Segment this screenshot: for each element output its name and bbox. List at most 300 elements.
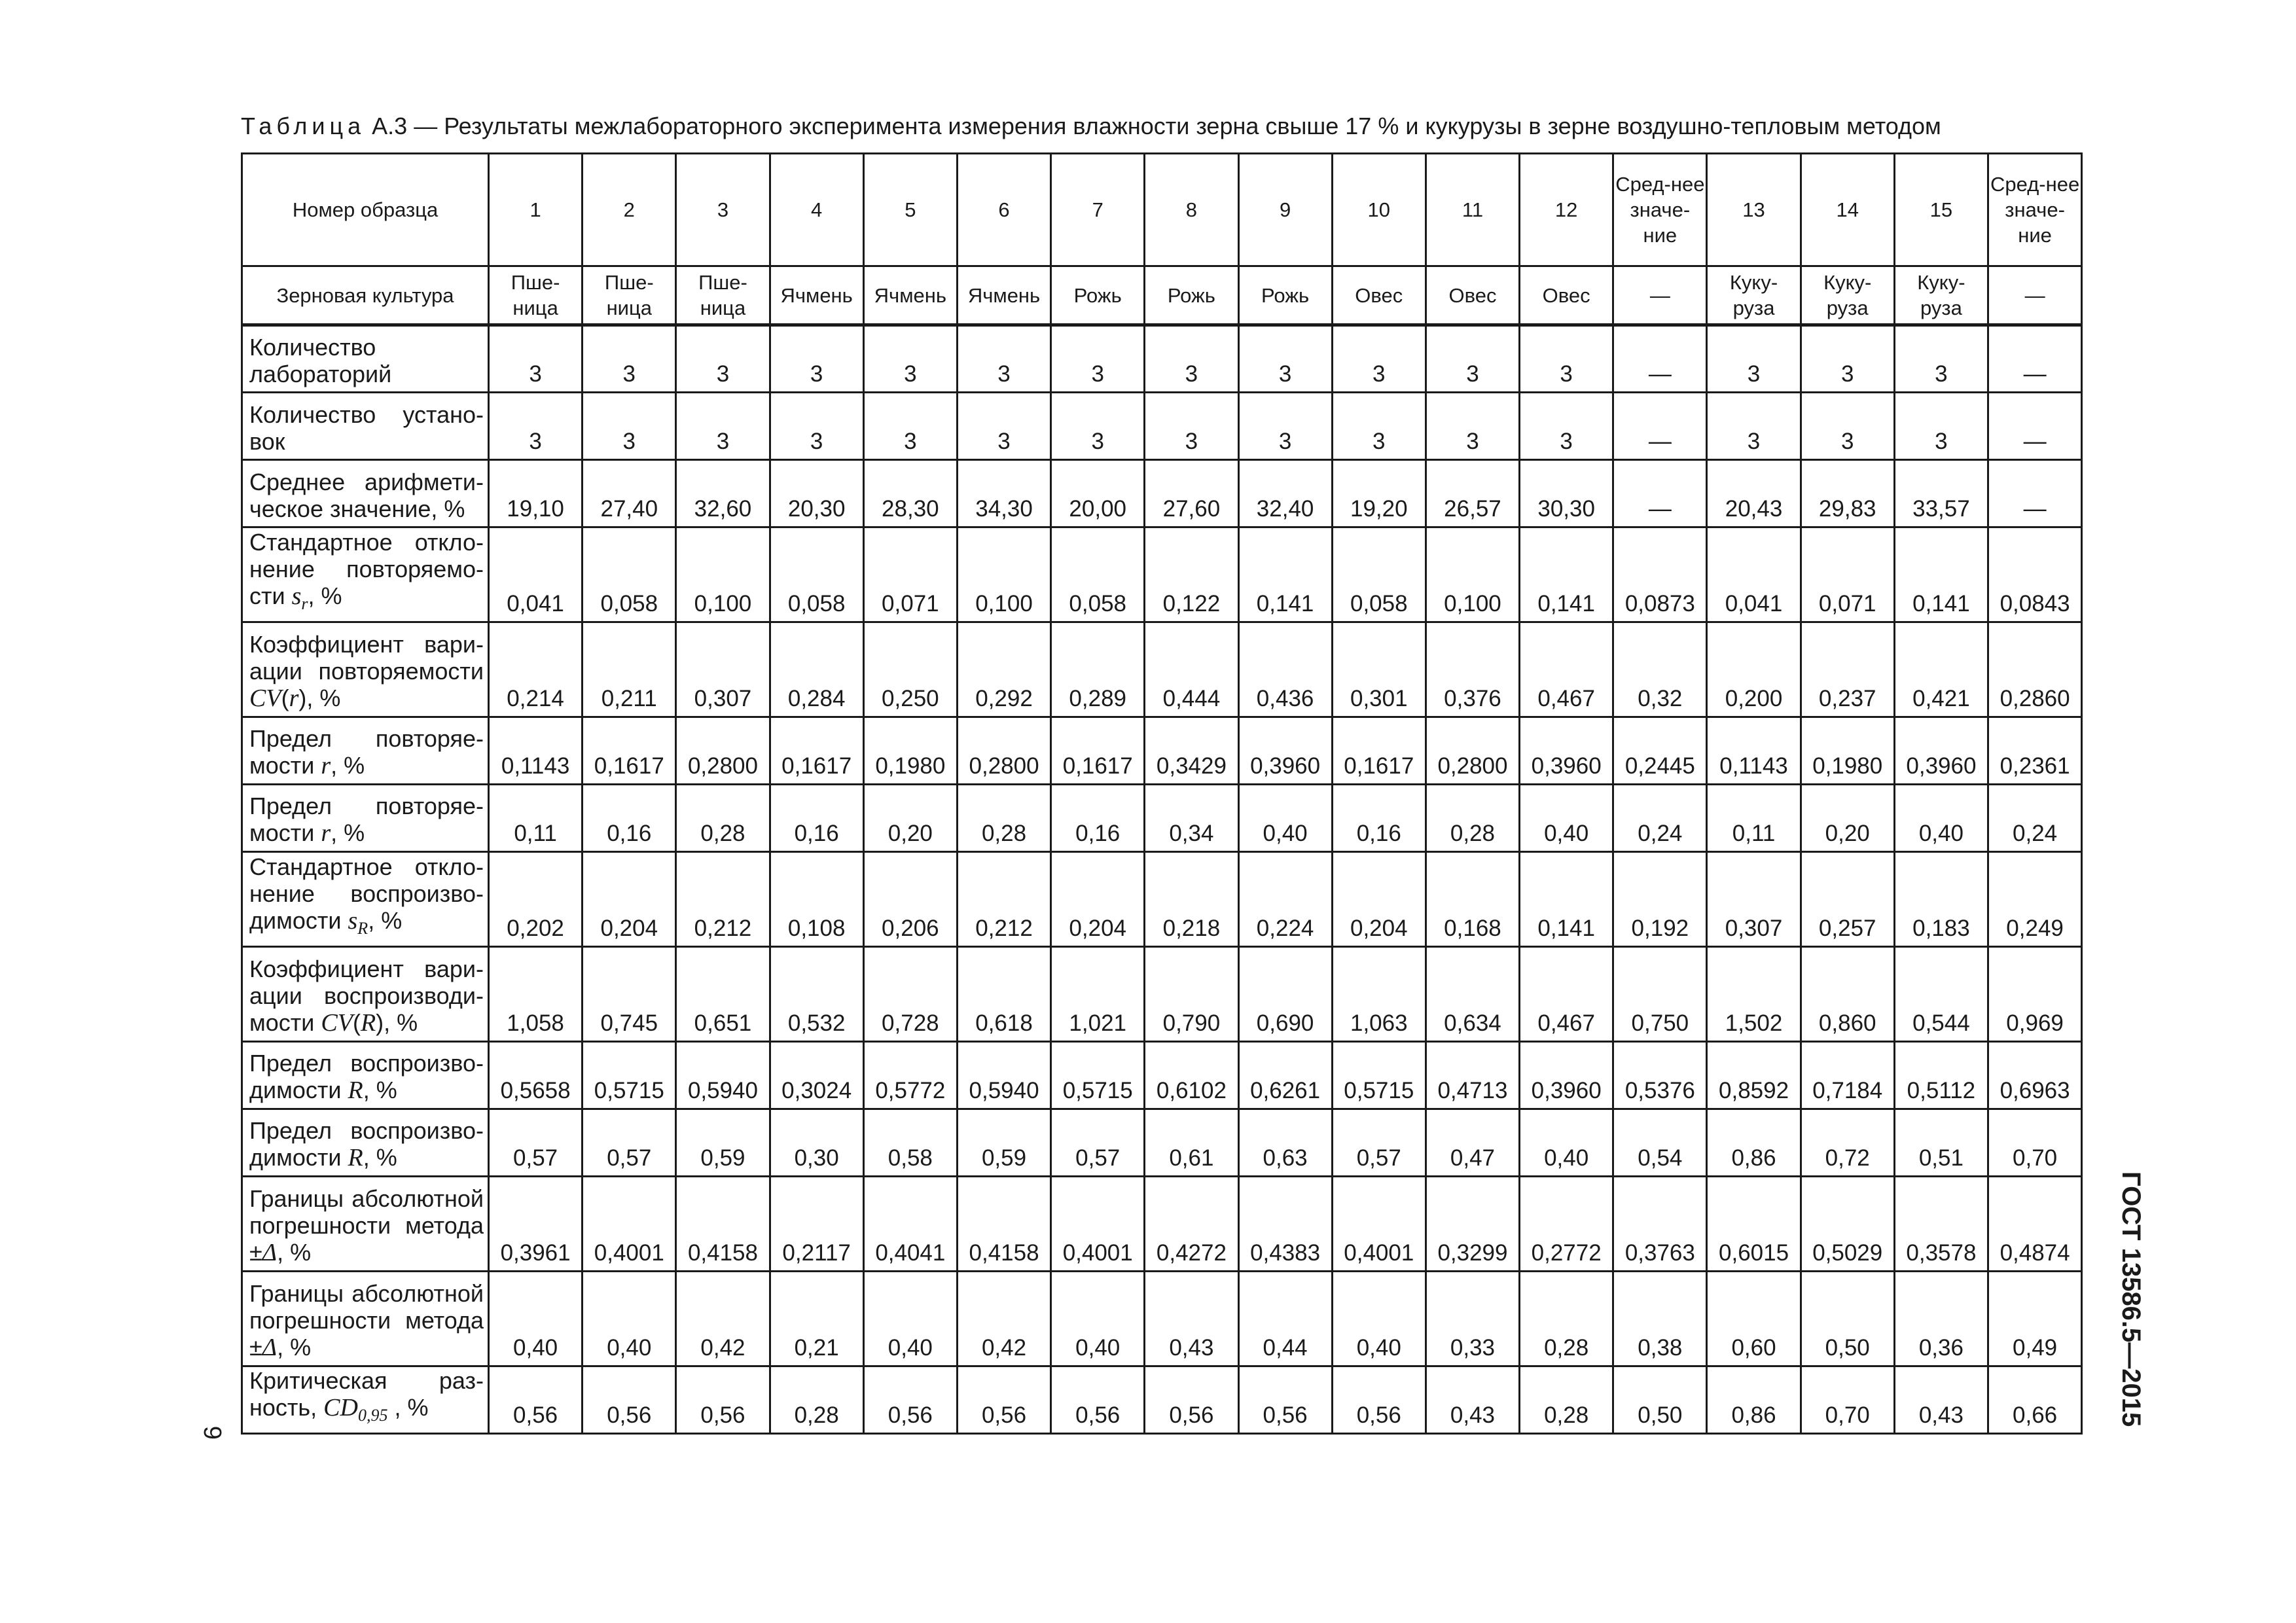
value-cell: 0,218 [1145, 852, 1238, 947]
value-cell: 0,20 [1801, 785, 1894, 852]
value-cell: 0,3429 [1145, 717, 1238, 785]
value-cell: 0,70 [1988, 1109, 2082, 1177]
value-cell: 0,108 [770, 852, 863, 947]
value-cell: 0,204 [583, 852, 676, 947]
value-cell: 0,301 [1332, 622, 1426, 717]
value-cell: 0,4041 [863, 1177, 957, 1272]
row-label-subscript: r [301, 594, 308, 613]
value-cell: 0,3299 [1426, 1177, 1519, 1272]
row-label-symbol: R [348, 1144, 363, 1171]
table-row [242, 325, 2082, 393]
value-cell: 0,56 [1332, 1366, 1426, 1434]
value-cell: 1,021 [1051, 947, 1145, 1042]
value-cell: 0,4001 [1051, 1177, 1145, 1272]
value-cell: 0,750 [1613, 947, 1707, 1042]
value-cell: 0,42 [957, 1272, 1050, 1366]
row-label [242, 717, 489, 785]
value-cell: 0,3961 [489, 1177, 583, 1272]
value-cell: 0,041 [1707, 527, 1801, 622]
value-cell: 0,56 [1238, 1366, 1332, 1434]
sample-number-cell: 5 [863, 154, 957, 266]
value-cell: 3 [1145, 393, 1238, 460]
value-cell: 0,16 [770, 785, 863, 852]
row-label-text: Количество установок [249, 401, 484, 455]
value-cell: 0,141 [1520, 527, 1613, 622]
value-cell: 0,24 [1613, 785, 1707, 852]
row-label-symbol: r [321, 752, 331, 779]
row-label-text: Коэффициент вариации повторяемости [249, 631, 484, 685]
value-cell: 0,071 [1801, 527, 1894, 622]
value-cell: 27,60 [1145, 460, 1238, 527]
value-cell: 0,2361 [1988, 717, 2082, 785]
value-cell: 0,56 [489, 1366, 583, 1434]
table-row [242, 460, 2082, 527]
row-label-unit: , % [277, 1334, 312, 1361]
value-cell: — [1613, 393, 1707, 460]
value-cell: 0,292 [957, 622, 1050, 717]
value-cell: 0,467 [1520, 622, 1613, 717]
caption-text: А.3 — Результаты межлабораторного эксперимента измерения влажности зерна свыше 17 % и кукурузы в зерне воздушно-тепловым методом [372, 113, 1941, 139]
value-cell: 0,214 [489, 622, 583, 717]
value-cell: 3 [957, 393, 1050, 460]
value-cell: 20,00 [1051, 460, 1145, 527]
row-label-text: Предел воспроизводимости [249, 1117, 484, 1171]
value-cell: 0,2860 [1988, 622, 2082, 717]
value-cell: 3 [1332, 393, 1426, 460]
value-cell: 0,2445 [1613, 717, 1707, 785]
row-label-unit: , % [306, 685, 341, 711]
value-cell: 0,70 [1801, 1366, 1894, 1434]
value-cell: 0,307 [676, 622, 770, 717]
sample-number-cell: 4 [770, 154, 863, 266]
value-cell: 0,0843 [1988, 527, 2082, 622]
value-cell: 0,2117 [770, 1177, 863, 1272]
value-cell: 0,40 [863, 1272, 957, 1366]
value-cell: 0,307 [1707, 852, 1801, 947]
value-cell: 0,058 [1051, 527, 1145, 622]
row-label [242, 325, 489, 393]
row-label [242, 785, 489, 852]
value-cell: 0,61 [1145, 1109, 1238, 1177]
crop-cell: Рожь [1051, 266, 1145, 325]
value-cell: 0,4158 [957, 1177, 1050, 1272]
crop-cell: Ячмень [863, 266, 957, 325]
value-cell: 0,202 [489, 852, 583, 947]
value-cell: 29,83 [1801, 460, 1894, 527]
value-cell: 3 [1894, 393, 1988, 460]
value-cell: 0,28 [1520, 1272, 1613, 1366]
crop-cell: Овес [1332, 266, 1426, 325]
value-cell: 0,058 [583, 527, 676, 622]
crop-cell: Куку-руза [1894, 266, 1988, 325]
value-cell: 0,4713 [1426, 1042, 1519, 1109]
value-cell: 0,058 [770, 527, 863, 622]
value-cell: 0,30 [770, 1109, 863, 1177]
sample-number-cell: 13 [1707, 154, 1801, 266]
value-cell: 0,40 [1894, 785, 1988, 852]
value-cell: 0,11 [1707, 785, 1801, 852]
row-label [242, 1272, 489, 1366]
value-cell: 1,058 [489, 947, 583, 1042]
value-cell: 0,6015 [1707, 1177, 1801, 1272]
value-cell: 3 [770, 393, 863, 460]
value-cell: 0,206 [863, 852, 957, 947]
value-cell: 0,2800 [1426, 717, 1519, 785]
value-cell: 0,43 [1894, 1366, 1988, 1434]
row-label-symbol: s [348, 907, 358, 935]
value-cell: 0,2800 [676, 717, 770, 785]
table-row [242, 947, 2082, 1042]
value-cell: 27,40 [583, 460, 676, 527]
table-row [242, 717, 2082, 785]
row-label-unit: , % [277, 1239, 312, 1266]
value-cell: 0,4874 [1988, 1177, 2082, 1272]
value-cell: 0,43 [1145, 1272, 1238, 1366]
value-cell: 0,122 [1145, 527, 1238, 622]
value-cell: 0,51 [1894, 1109, 1988, 1177]
value-cell: 0,860 [1801, 947, 1894, 1042]
value-cell: 0,40 [1238, 785, 1332, 852]
value-cell: 0,2800 [957, 717, 1050, 785]
value-cell: 0,100 [1426, 527, 1519, 622]
value-cell: 3 [1520, 325, 1613, 393]
value-cell: 0,250 [863, 622, 957, 717]
value-cell: 0,40 [1520, 785, 1613, 852]
table-body [242, 154, 2082, 1434]
value-cell: 0,1617 [770, 717, 863, 785]
row-label-subscript: R [357, 919, 368, 938]
value-cell: 3 [863, 325, 957, 393]
value-cell: 3 [676, 325, 770, 393]
value-cell: 0,5112 [1894, 1042, 1988, 1109]
value-cell: 0,168 [1426, 852, 1519, 947]
row-label [242, 527, 489, 622]
sample-number-cell: 14 [1801, 154, 1894, 266]
value-cell: 0,11 [489, 785, 583, 852]
row-label-symbol: CD [323, 1394, 358, 1421]
row-label-text: Стандартное отклонение повторяемости [249, 529, 484, 609]
row-label-symbol: CV [249, 685, 281, 712]
value-cell: 3 [1520, 393, 1613, 460]
row-label-text: Количество лабораторий [249, 334, 392, 387]
value-cell: — [1988, 460, 2082, 527]
value-cell: — [1613, 325, 1707, 393]
table-row [242, 393, 2082, 460]
row-label-unit: , % [308, 582, 342, 609]
crop-cell: Овес [1426, 266, 1519, 325]
row-label-text: Стандартное отклонение воспроизводимости [249, 853, 484, 934]
value-cell: 0,224 [1238, 852, 1332, 947]
value-cell: 0,6261 [1238, 1042, 1332, 1109]
crop-cell: Куку-руза [1707, 266, 1801, 325]
header-row-crop [242, 266, 2082, 325]
value-cell: 0,4001 [583, 1177, 676, 1272]
row-label-symbol: Δ [262, 1239, 278, 1266]
value-cell: 0,56 [676, 1366, 770, 1434]
value-cell: 0,3960 [1520, 717, 1613, 785]
value-cell: 0,436 [1238, 622, 1332, 717]
value-cell: 0,7184 [1801, 1042, 1894, 1109]
value-cell: 0,59 [676, 1109, 770, 1177]
value-cell: 19,10 [489, 460, 583, 527]
value-cell: 0,42 [676, 1272, 770, 1366]
caption-label: Таблица [241, 113, 366, 139]
value-cell: 3 [489, 393, 583, 460]
row-label-text: Предел воспроизводимости [249, 1050, 484, 1103]
value-cell: 0,5715 [583, 1042, 676, 1109]
value-cell: 3 [770, 325, 863, 393]
value-cell: 0,47 [1426, 1109, 1519, 1177]
value-cell: 0,43 [1426, 1366, 1519, 1434]
row-label-text: Границы абсолютной погрешности метода ± [249, 1185, 484, 1266]
row-label-symbol: R [348, 1077, 363, 1104]
value-cell: 0,54 [1613, 1109, 1707, 1177]
row-label-symbol: s [291, 582, 302, 610]
sample-number-cell: Сред-нее значе-ние [1988, 154, 2082, 266]
row-label-text: Границы абсолютной погрешности метода ± [249, 1280, 484, 1361]
value-cell: 0,200 [1707, 622, 1801, 717]
value-cell: 0,4383 [1238, 1177, 1332, 1272]
value-cell: 1,063 [1332, 947, 1426, 1042]
value-cell: 0,56 [1051, 1366, 1145, 1434]
sample-number-cell: 2 [583, 154, 676, 266]
row-label [242, 1177, 489, 1272]
value-cell: 3 [1801, 325, 1894, 393]
value-cell: 0,28 [1426, 785, 1519, 852]
value-cell: 0,141 [1238, 527, 1332, 622]
value-cell: 30,30 [1520, 460, 1613, 527]
header-label: Номер образца [242, 154, 489, 266]
value-cell: 0,40 [1051, 1272, 1145, 1366]
value-cell: 0,284 [770, 622, 863, 717]
value-cell: 0,5715 [1051, 1042, 1145, 1109]
row-label-argument: r [289, 685, 299, 712]
value-cell: 0,40 [1332, 1272, 1426, 1366]
sample-number-cell: 1 [489, 154, 583, 266]
value-cell: 0,56 [583, 1366, 676, 1434]
value-cell: 0,56 [863, 1366, 957, 1434]
value-cell: 0,289 [1051, 622, 1145, 717]
row-label-unit: , % [331, 752, 365, 779]
value-cell: 0,467 [1520, 947, 1613, 1042]
value-cell: 0,59 [957, 1109, 1050, 1177]
value-cell: 0,1980 [863, 717, 957, 785]
row-label-argument: R [360, 1009, 376, 1037]
value-cell: 3 [1707, 393, 1801, 460]
standard-designation: ГОСТ 13586.5—2015 [2117, 1171, 2145, 1427]
crop-cell: Рожь [1145, 266, 1238, 325]
value-cell: 0,544 [1894, 947, 1988, 1042]
value-cell: 0,728 [863, 947, 957, 1042]
value-cell: 0,86 [1707, 1366, 1801, 1434]
row-label-symbol: CV [321, 1009, 353, 1037]
value-cell: 0,1980 [1801, 717, 1894, 785]
value-cell: 0,041 [489, 527, 583, 622]
value-cell: 0,40 [489, 1272, 583, 1366]
value-cell: 0,1143 [1707, 717, 1801, 785]
value-cell: 0,40 [1520, 1109, 1613, 1177]
table-caption [241, 110, 2073, 143]
value-cell: 0,3578 [1894, 1177, 1988, 1272]
sample-number-cell: 11 [1426, 154, 1519, 266]
value-cell: 20,30 [770, 460, 863, 527]
value-cell: 0,690 [1238, 947, 1332, 1042]
sample-number-cell: 3 [676, 154, 770, 266]
value-cell: 0,204 [1332, 852, 1426, 947]
value-cell: 0,60 [1707, 1272, 1801, 1366]
crop-cell: Рожь [1238, 266, 1332, 325]
value-cell: 0,3960 [1520, 1042, 1613, 1109]
value-cell: 0,3024 [770, 1042, 863, 1109]
table-row [242, 1366, 2082, 1434]
value-cell: 34,30 [957, 460, 1050, 527]
value-cell: 0,2772 [1520, 1177, 1613, 1272]
table-row [242, 1109, 2082, 1177]
value-cell: 0,16 [583, 785, 676, 852]
value-cell: 0,56 [957, 1366, 1050, 1434]
value-cell: 0,5029 [1801, 1177, 1894, 1272]
value-cell: 0,33 [1426, 1272, 1519, 1366]
value-cell: 0,8592 [1707, 1042, 1801, 1109]
table-row [242, 527, 2082, 622]
row-label: Коэффициент вариации повторяемости CV(r), % [242, 622, 489, 717]
table-row [242, 852, 2082, 947]
table-row [242, 1042, 2082, 1109]
row-label [242, 1366, 489, 1434]
value-cell: 3 [1238, 325, 1332, 393]
table-row [242, 1177, 2082, 1272]
value-cell: 3 [1145, 325, 1238, 393]
value-cell: 0,192 [1613, 852, 1707, 947]
value-cell: 3 [583, 325, 676, 393]
value-cell: 0,50 [1613, 1366, 1707, 1434]
value-cell: 32,60 [676, 460, 770, 527]
row-label [242, 1109, 489, 1177]
sample-number-cell: 8 [1145, 154, 1238, 266]
value-cell: 3 [957, 325, 1050, 393]
table-row [242, 622, 2082, 717]
value-cell: 3 [1426, 325, 1519, 393]
value-cell: 0,100 [676, 527, 770, 622]
row-label-symbol: r [321, 819, 331, 847]
value-cell: 0,3960 [1238, 717, 1332, 785]
value-cell: 3 [583, 393, 676, 460]
value-cell: 0,651 [676, 947, 770, 1042]
crop-cell: Пше-ница [676, 266, 770, 325]
row-label [242, 460, 489, 527]
value-cell: 3 [1707, 325, 1801, 393]
value-cell: 3 [676, 393, 770, 460]
value-cell: 0,532 [770, 947, 863, 1042]
value-cell: 0,5772 [863, 1042, 957, 1109]
value-cell: 3 [1238, 393, 1332, 460]
value-cell: 20,43 [1707, 460, 1801, 527]
value-cell: 3 [1051, 325, 1145, 393]
value-cell: 0,20 [863, 785, 957, 852]
value-cell: 0,4272 [1145, 1177, 1238, 1272]
sample-number-cell: Сред-нее значе-ние [1613, 154, 1707, 266]
value-cell: 0,141 [1894, 527, 1988, 622]
crop-cell: — [1613, 266, 1707, 325]
value-cell: 0,32 [1613, 622, 1707, 717]
sample-number-cell: 6 [957, 154, 1050, 266]
value-cell: 19,20 [1332, 460, 1426, 527]
value-cell: 0,969 [1988, 947, 2082, 1042]
value-cell: 0,745 [583, 947, 676, 1042]
crop-cell: Ячмень [957, 266, 1050, 325]
value-cell: 0,421 [1894, 622, 1988, 717]
row-label-unit: , % [363, 1144, 397, 1171]
row-label-text: Коэффициент вариации воспроизводимости [249, 955, 484, 1036]
crop-cell: Куку-руза [1801, 266, 1894, 325]
value-cell: 26,57 [1426, 460, 1519, 527]
value-cell: 0,204 [1051, 852, 1145, 947]
row-label-text: Среднее арифметическое значение, % [249, 469, 484, 522]
value-cell: 0,634 [1426, 947, 1519, 1042]
value-cell: 0,5940 [676, 1042, 770, 1109]
value-cell: 0,28 [770, 1366, 863, 1434]
value-cell: 0,071 [863, 527, 957, 622]
value-cell: 0,57 [489, 1109, 583, 1177]
value-cell: 1,502 [1707, 947, 1801, 1042]
value-cell: 0,28 [676, 785, 770, 852]
value-cell: 3 [1332, 325, 1426, 393]
value-cell: 0,5376 [1613, 1042, 1707, 1109]
value-cell: 0,21 [770, 1272, 863, 1366]
value-cell: 3 [1801, 393, 1894, 460]
value-cell: 3 [489, 325, 583, 393]
table-row [242, 785, 2082, 852]
table-row [242, 1272, 2082, 1366]
crop-cell: Пше-ница [489, 266, 583, 325]
value-cell: 0,49 [1988, 1272, 2082, 1366]
row-label-subscript: 0,95 [357, 1406, 388, 1425]
value-cell: 0,24 [1988, 785, 2082, 852]
value-cell: 0,50 [1801, 1272, 1894, 1366]
value-cell: 0,3763 [1613, 1177, 1707, 1272]
value-cell: 28,30 [863, 460, 957, 527]
value-cell: 0,57 [583, 1109, 676, 1177]
row-label-unit: , % [363, 1077, 397, 1103]
crop-cell: Овес [1520, 266, 1613, 325]
value-cell: 0,5940 [957, 1042, 1050, 1109]
value-cell: 0,249 [1988, 852, 2082, 947]
value-cell: 32,40 [1238, 460, 1332, 527]
value-cell: 3 [1426, 393, 1519, 460]
value-cell: 0,56 [1145, 1366, 1238, 1434]
value-cell: 0,57 [1332, 1109, 1426, 1177]
value-cell: 0,183 [1894, 852, 1988, 947]
row-label [242, 393, 489, 460]
value-cell: 0,6102 [1145, 1042, 1238, 1109]
header-label: Зерновая культура [242, 266, 489, 325]
value-cell: 0,66 [1988, 1366, 2082, 1434]
results-table [241, 152, 2083, 1435]
value-cell: 0,57 [1051, 1109, 1145, 1177]
row-label-unit: , % [331, 819, 365, 846]
row-label-symbol: Δ [262, 1334, 278, 1361]
value-cell: 3 [863, 393, 957, 460]
value-cell: 0,5658 [489, 1042, 583, 1109]
crop-cell: — [1988, 266, 2082, 325]
row-label [242, 1042, 489, 1109]
value-cell: 0,4001 [1332, 1177, 1426, 1272]
value-cell: 0,257 [1801, 852, 1894, 947]
value-cell: 0,44 [1238, 1272, 1332, 1366]
crop-cell: Ячмень [770, 266, 863, 325]
value-cell: 0,212 [676, 852, 770, 947]
value-cell: 0,1143 [489, 717, 583, 785]
